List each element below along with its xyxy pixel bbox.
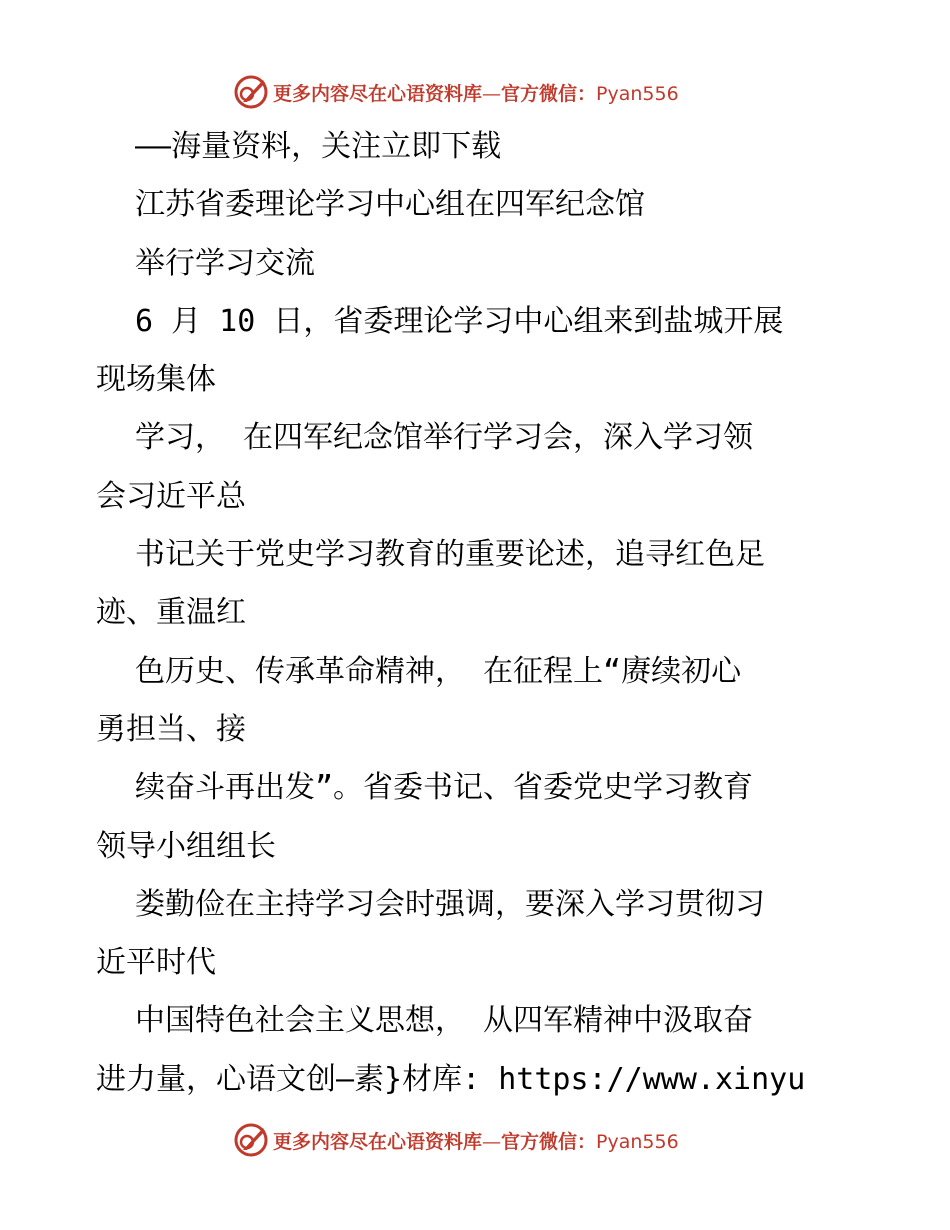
body-line: 近平时代 [96,945,216,981]
body-line: 色历史、传承革命精神， 在征程上“赓续初心 [135,653,742,689]
footer-banner-wechat-id: Pyan556 [596,1130,679,1153]
quill-logo-icon [233,74,269,110]
body-line: 领导小组组长 [96,828,276,864]
footer-banner-dash: — [482,1130,502,1153]
body-line: 会习近平总 [96,478,246,514]
header-banner-wechat-id: Pyan556 [596,82,679,105]
body-line: 学习， 在四军纪念馆举行学习会，深入学习领 [135,420,754,456]
body-line: 现场集体 [96,362,216,398]
body-line: 勇担当、接 [96,711,246,747]
body-line: 书记关于党史学习教育的重要论述，追寻红色足 [135,537,765,573]
body-line: 进力量，心语文创—素}材库: https://www.xinyu [96,1061,806,1097]
footer-banner-text [273,1127,679,1154]
header-banner-main: 更多内容尽在心语资料库 [273,82,483,105]
header-banner [233,74,679,110]
header-banner-wechat-label: 官方微信： [501,82,597,105]
body-line: 中国特色社会主义思想， 从四军精神中汲取奋 [135,1003,754,1039]
body-line: 6 月 10 日，省委理论学习中心组来到盐城开展 [135,303,784,339]
footer-banner-main: 更多内容尽在心语资料库 [273,1130,483,1153]
header-banner-text [273,79,679,106]
body-line: 娄勤俭在主持学习会时强调，要深入学习贯彻习 [135,886,765,922]
document-title-continued: 举行学习交流 [135,245,315,281]
document-body [96,118,856,1109]
footer-banner [233,1122,679,1158]
footer-banner-wechat-label: 官方微信： [501,1130,597,1153]
body-line: 迹、重温红 [96,595,246,631]
body-line: 续奋斗再出发”。省委书记、省委党史学习教育 [135,770,754,806]
quill-logo-icon [233,1122,269,1158]
document-title: 江苏省委理论学习中心组在四军纪念馆 [135,187,645,223]
body-line: ——海量资料，关注立即下载 [135,129,502,164]
header-banner-dash: — [482,82,502,105]
